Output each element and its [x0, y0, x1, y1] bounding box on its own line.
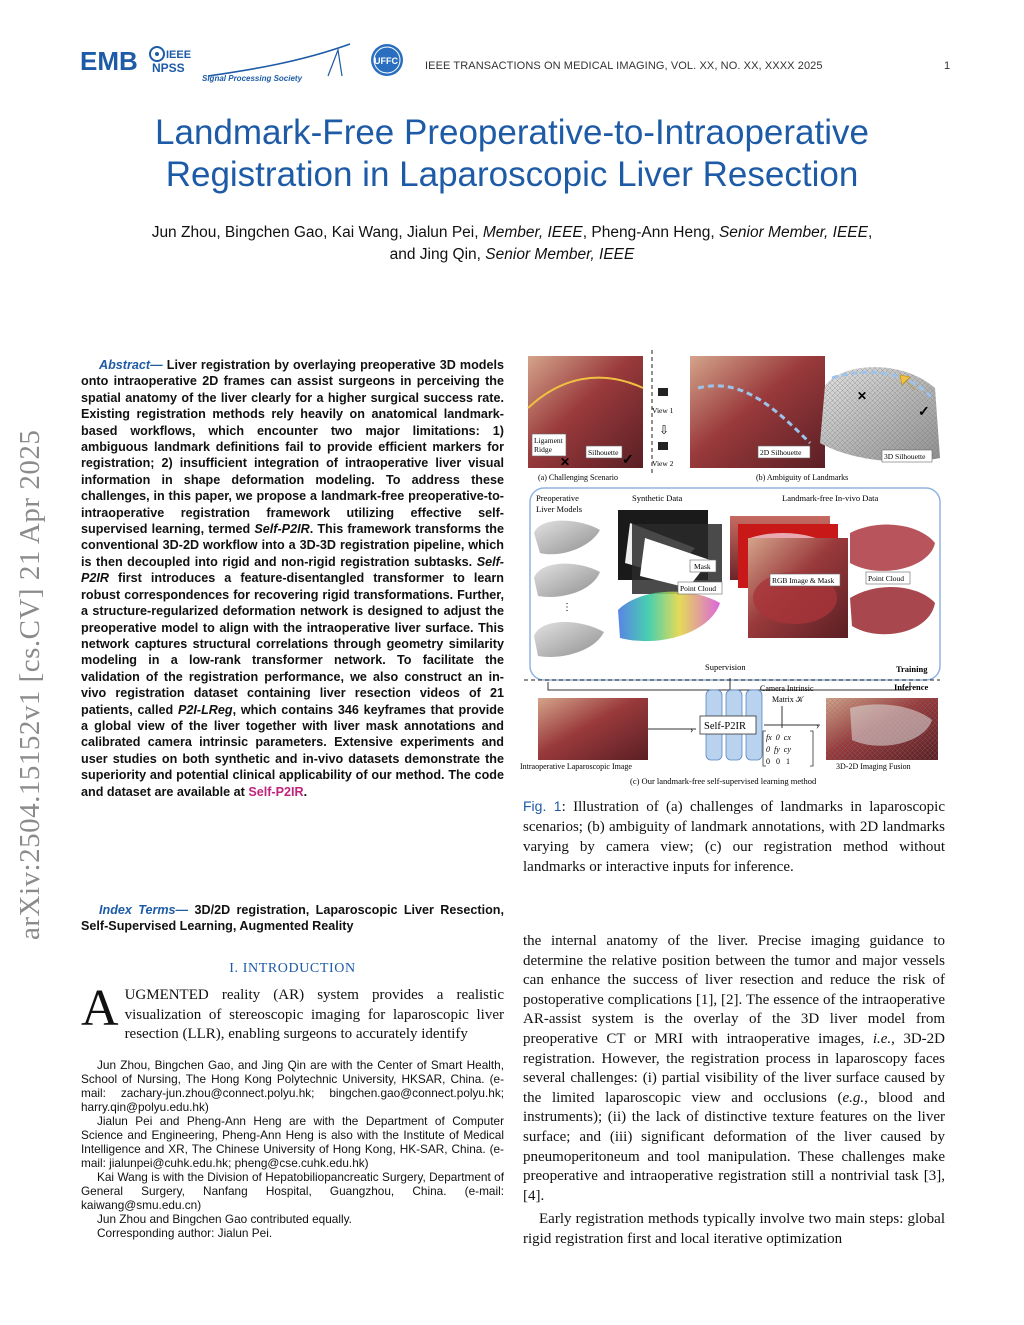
uffc-logo	[371, 44, 403, 76]
svg-text:Intraoperative Laparoscopic Im: Intraoperative Laparoscopic Image	[520, 762, 632, 771]
svg-text:0 fy cy: 0 fy cy	[766, 745, 791, 754]
svg-text:Self-P2IR: Self-P2IR	[704, 721, 746, 732]
paragraph: the internal anatomy of the liver. Precise imaging guidance to determine the relative position between the tumor and major vessels can enhance the success of liver resection and reduce the risk of postoperative complications [1], [2]. The essence of the intraoperative AR-assist system is the overlay of the 3D liver model from preoperative CT or MRI with intraoperative images, i.e., 3D-2D registration. However, the registration process in laparoscopy faces several challenges: (i) partial visibility of the liver surface caused by the limited laparoscopic view and occlusions (e.g., blood and instruments); (ii) the lack of distinctive texture features on the liver surface; and (iii) significant deformation of the liver caused by pneumoperitoneum and tool manipulation. These challenges make preoperative and intraoperative registration still a nontrivial task [3], [4].	[523, 933, 945, 1204]
svg-text:Silhouette: Silhouette	[588, 448, 619, 457]
panel-b-ambiguity	[690, 356, 940, 482]
body-text-right	[523, 932, 945, 1250]
authors-line-1: Jun Zhou, Bingchen Gao, Kai Wang, Jialun Pei, Member, IEEE, Pheng-Ann Heng, Senior Member, IEEE,	[151, 224, 873, 241]
footnote: Jialun Pei and Pheng-Ann Heng are with the Department of Computer Science and Engineering, Pheng-Ann Heng is also with the Institute of Medical Intelligence and XR, The Chinese University of Hong Kong, HK-SAR, China. (e-mail: jialunpei@cuhk.edu.hk; pheng@cse.cuhk.edu.hk)	[81, 1114, 504, 1170]
svg-text:Ridge: Ridge	[534, 445, 552, 454]
emb-logo: EMB	[80, 46, 138, 76]
cross-mark-icon: ✕	[857, 389, 868, 403]
svg-text:⋮: ⋮	[562, 602, 572, 613]
paragraph: Early registration methods typically involve two main steps: global rigid registration first and local iterative optimization	[523, 1211, 945, 1247]
author-footnotes	[81, 1058, 504, 1240]
footnote: Jun Zhou and Bingchen Gao contributed equally.	[97, 1212, 352, 1226]
camera-views	[652, 388, 674, 468]
svg-text:Liver Models: Liver Models	[536, 504, 583, 514]
authors-line-2: and Jing Qin, Senior Member, IEEE	[389, 246, 635, 263]
svg-text:Training: Training	[896, 664, 928, 674]
svg-text:3D Silhouette: 3D Silhouette	[884, 452, 926, 461]
down-arrow-icon: ⇩	[659, 423, 670, 437]
code-link[interactable]: Self-P2IR	[248, 784, 304, 799]
title-line-1: Landmark-Free Preoperative-to-Intraoperative	[155, 113, 869, 152]
camera-icon	[658, 442, 668, 450]
svg-text:RGB Image & Mask: RGB Image & Mask	[772, 576, 835, 585]
author-list	[60, 222, 964, 266]
check-mark-icon: ✓	[622, 453, 634, 468]
svg-text:IEEE: IEEE	[166, 49, 192, 61]
journal-header: IEEE TRANSACTIONS ON MEDICAL IMAGING, VOL. XX, NO. XX, XXXX 2025	[425, 60, 823, 72]
sps-logo	[202, 44, 350, 83]
svg-text:Matrix 𝒦: Matrix 𝒦	[772, 695, 804, 704]
footnote: Corresponding author: Jialun Pei.	[97, 1226, 273, 1240]
svg-text:Inference: Inference	[894, 682, 929, 692]
svg-text:Ligament: Ligament	[534, 436, 563, 445]
figure-caption: Fig. 1: Illustration of (a) challenges of landmarks in laparoscopic scenarios; (b) ambiguity of landmark annotations, with 2D landmarks varying by camera view; (c) our registration method without landmarks or interactive inputs for inference.	[523, 798, 946, 875]
section-heading-introduction: I. INTRODUCTION	[229, 961, 356, 976]
svg-text:Point Cloud: Point Cloud	[680, 584, 717, 593]
introduction-paragraph: AUGMENTED reality (AR) system provides a realistic visualization of stereoscopic imaging for laparoscopic liver resection (LLR), enabling surgeons to accurately identify	[81, 980, 504, 1042]
svg-text:(a) Challenging Scenario: (a) Challenging Scenario	[538, 473, 618, 482]
svg-text:Camera Intrinsic: Camera Intrinsic	[760, 684, 814, 693]
svg-text:fx 0 cx: fx 0 cx	[766, 733, 791, 742]
right-arrow-icon: ›	[816, 721, 820, 732]
svg-text:Point Cloud: Point Cloud	[868, 574, 905, 583]
svg-text:View 2: View 2	[652, 459, 674, 468]
right-arrow-icon: ›	[690, 725, 694, 736]
svg-text:Supervision: Supervision	[705, 662, 746, 672]
panel-a-challenging-scenario	[528, 356, 643, 482]
svg-text:0 0 1: 0 0 1	[766, 757, 790, 766]
intrinsic-matrix	[763, 731, 813, 766]
page-number: 1	[944, 60, 951, 72]
svg-text:2D Silhouette: 2D Silhouette	[760, 448, 802, 457]
liver-model	[534, 521, 600, 555]
cross-mark-icon: ✕	[560, 455, 571, 469]
synthetic-data-stack	[618, 510, 722, 641]
abstract-label: Abstract—	[99, 358, 163, 372]
svg-text:Landmark-free In-vivo Data: Landmark-free In-vivo Data	[782, 493, 879, 503]
npss-logo	[150, 47, 191, 75]
figure-label: Fig. 1	[523, 798, 562, 814]
footnote: Jun Zhou, Bingchen Gao, and Jing Qin are with the Center of Smart Health, School of Nursing, The Hong Kong Polytechnic University, HKSAR, China. (e-mail: zachary-jun.zhou@connect.polyu.hk; bingchen.gao@connect.polyu.hk; harry.qin@polyu.edu.hk)	[81, 1058, 504, 1114]
liver-model	[534, 564, 600, 597]
svg-text:Preoperative: Preoperative	[536, 493, 579, 503]
liver-model	[534, 622, 604, 657]
svg-text:Synthetic Data: Synthetic Data	[632, 493, 683, 503]
title-line-2: Registration in Laparoscopic Liver Resection	[165, 155, 859, 194]
camera-icon	[658, 388, 668, 396]
abstract: Abstract— Liver registration by overlaying preoperative 3D models onto intraoperative 2D frames can assist surgeons in perceiving the spatial anatomy of the liver clearly for a higher surgical success rate. Existing registration methods rely heavily on anatomical landmark-based workflows, which encounter two major limitations: 1) ambiguous landmark definitions fail to provide efficient markers for registration; 2) insufficient integration of intraoperative liver visual information in shape deformation modeling. To address these challenges, in this paper, we propose a landmark-free preoperative-to-intraoperative registration framework utilizing effective self-supervised learning, termed Self-P2IR. This framework transforms the conventional 3D-2D workflow into a 3D-3D registration pipeline, which is then decoupled into rigid and non-rigid registration subtasks. Self-P2IR first introduces a feature-disentangled transformer to learn robust correspondences for recovering rigid transformations. Further, a structure-regularized deformation network is designed to adjust the preoperative model to align with the intraoperative liver surface. This network captures structural correlations through geometry similarity modeling in a low-rank transformer network. To facilitate the validation of the registration performance, we also construct an in-vivo registration dataset containing liver resection videos of 21 patients, called P2I-LReg, which contains 346 keyframes that provide a global view of the liver together with liver mask annotations and calibrated camera intrinsic parameters. Extensive experiments and user studies on both synthetic and in-vivo datasets demonstrate the superiority and potential clinical applicability of our method. The code and dataset are available at Self-P2IR.	[81, 358, 504, 799]
svg-text:View 1: View 1	[652, 406, 674, 415]
figure-1	[520, 348, 945, 793]
svg-text:(c) Our landmark-free self-sup: (c) Our landmark-free self-supervised learning method	[630, 776, 817, 786]
invivo-data-stack	[730, 516, 935, 638]
self-p2ir-network	[700, 690, 762, 760]
svg-text:(b) Ambiguity of Landmarks: (b) Ambiguity of Landmarks	[756, 473, 849, 482]
svg-text:3D-2D Imaging Fusion: 3D-2D Imaging Fusion	[836, 762, 911, 771]
check-mark-icon: ✓	[918, 405, 930, 420]
svg-text:Mask: Mask	[694, 562, 711, 571]
panel-c-inference	[520, 684, 938, 786]
society-logos	[80, 40, 410, 85]
panel-c-training	[530, 488, 940, 680]
paper-title	[60, 112, 964, 196]
index-terms: Index Terms— 3D/2D registration, Laparoscopic Liver Resection, Self-Supervised Learning, Augmented Reality	[81, 903, 504, 934]
svg-text:NPSS: NPSS	[152, 61, 185, 75]
arxiv-identifier: arXiv:2504.15152v1 [cs.CV] 21 Apr 2025	[14, 429, 46, 940]
svg-text:UFFC: UFFC	[374, 56, 398, 66]
drop-cap: A	[81, 980, 119, 1037]
svg-text:Signal Processing Society: Signal Processing Society	[202, 74, 303, 83]
footnote: Kai Wang is with the Division of Hepatobiliopancreatic Surgery, Department of General Surgery, Nanfang Hospital, Guangzhou, China. (e-mail: kaiwang@smu.edu.cn)	[81, 1170, 504, 1212]
